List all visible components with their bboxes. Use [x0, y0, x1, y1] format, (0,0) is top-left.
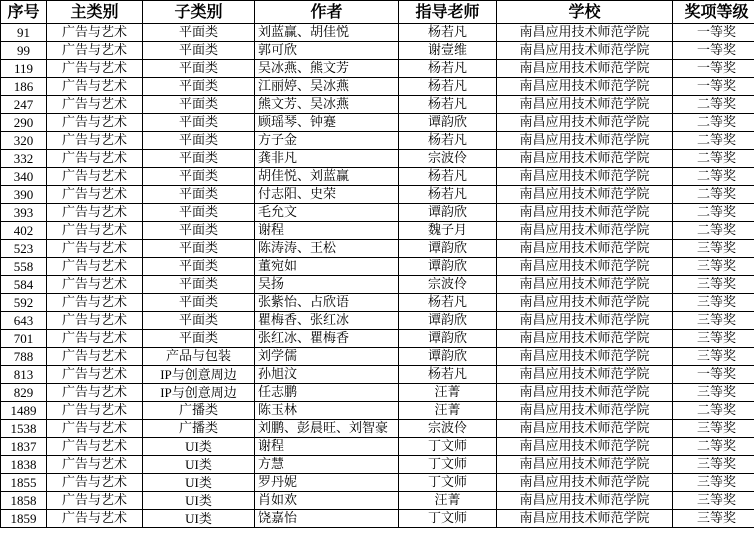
- seq-cell: 1838: [1, 456, 47, 474]
- advisor-cell: 杨若凡: [399, 96, 497, 114]
- table-row: [1, 510, 754, 528]
- author-cell: 郭可欣: [255, 42, 399, 60]
- main-category-cell: 广告与艺术: [47, 60, 143, 78]
- seq-cell: 829: [1, 384, 47, 402]
- sub-category-cell: IP与创意周边: [143, 366, 255, 384]
- school-cell: 南昌应用技术师范学院: [497, 402, 673, 420]
- author-cell: 饶嘉怡: [255, 510, 399, 528]
- main-category-cell: 广告与艺术: [47, 510, 143, 528]
- author-cell: 张紫怡、占欣语: [255, 294, 399, 312]
- header-cell-sub-category: 子类别: [143, 1, 255, 24]
- seq-cell: 523: [1, 240, 47, 258]
- table-row: [1, 258, 754, 276]
- school-cell: 南昌应用技术师范学院: [497, 42, 673, 60]
- school-cell: 南昌应用技术师范学院: [497, 222, 673, 240]
- advisor-cell: 杨若凡: [399, 294, 497, 312]
- main-category-cell: 广告与艺术: [47, 384, 143, 402]
- advisor-cell: 丁文师: [399, 474, 497, 492]
- school-cell: 南昌应用技术师范学院: [497, 492, 673, 510]
- sub-category-cell: UI类: [143, 474, 255, 492]
- seq-cell: 247: [1, 96, 47, 114]
- advisor-cell: 谭韵欣: [399, 312, 497, 330]
- advisor-cell: 丁文师: [399, 510, 497, 528]
- school-cell: 南昌应用技术师范学院: [497, 420, 673, 438]
- main-category-cell: 广告与艺术: [47, 456, 143, 474]
- sub-category-cell: 平面类: [143, 294, 255, 312]
- author-cell: 任志鹏: [255, 384, 399, 402]
- award-cell: 三等奖: [673, 510, 754, 528]
- school-cell: 南昌应用技术师范学院: [497, 132, 673, 150]
- main-category-cell: 广告与艺术: [47, 132, 143, 150]
- table-row: [1, 456, 754, 474]
- seq-cell: 390: [1, 186, 47, 204]
- seq-cell: 91: [1, 24, 47, 42]
- sub-category-cell: 平面类: [143, 276, 255, 294]
- seq-cell: 119: [1, 60, 47, 78]
- author-cell: 吴扬: [255, 276, 399, 294]
- author-cell: 熊文芳、吴冰燕: [255, 96, 399, 114]
- main-category-cell: 广告与艺术: [47, 96, 143, 114]
- author-cell: 董宛如: [255, 258, 399, 276]
- header-cell-school: 学校: [497, 1, 673, 24]
- school-cell: 南昌应用技术师范学院: [497, 60, 673, 78]
- school-cell: 南昌应用技术师范学院: [497, 438, 673, 456]
- main-category-cell: 广告与艺术: [47, 240, 143, 258]
- sub-category-cell: 广播类: [143, 402, 255, 420]
- sub-category-cell: 平面类: [143, 42, 255, 60]
- main-category-cell: 广告与艺术: [47, 366, 143, 384]
- advisor-cell: 汪菁: [399, 492, 497, 510]
- author-cell: 张红冰、瞿梅香: [255, 330, 399, 348]
- seq-cell: 584: [1, 276, 47, 294]
- award-cell: 一等奖: [673, 366, 754, 384]
- advisor-cell: 杨若凡: [399, 186, 497, 204]
- school-cell: 南昌应用技术师范学院: [497, 168, 673, 186]
- author-cell: 瞿梅香、张红冰: [255, 312, 399, 330]
- table-row: [1, 114, 754, 132]
- award-cell: 二等奖: [673, 402, 754, 420]
- author-cell: 孙旭汶: [255, 366, 399, 384]
- advisor-cell: 汪菁: [399, 384, 497, 402]
- school-cell: 南昌应用技术师范学院: [497, 312, 673, 330]
- author-cell: 胡佳悦、刘蓝赢: [255, 168, 399, 186]
- table-row: [1, 222, 754, 240]
- school-cell: 南昌应用技术师范学院: [497, 474, 673, 492]
- school-cell: 南昌应用技术师范学院: [497, 204, 673, 222]
- author-cell: 罗丹妮: [255, 474, 399, 492]
- table-row: [1, 420, 754, 438]
- table-row: [1, 438, 754, 456]
- sub-category-cell: 平面类: [143, 60, 255, 78]
- table-row: [1, 132, 754, 150]
- main-category-cell: 广告与艺术: [47, 348, 143, 366]
- table-row: [1, 240, 754, 258]
- seq-cell: 1858: [1, 492, 47, 510]
- award-cell: 三等奖: [673, 276, 754, 294]
- sub-category-cell: 平面类: [143, 168, 255, 186]
- seq-cell: 813: [1, 366, 47, 384]
- award-cell: 二等奖: [673, 222, 754, 240]
- main-category-cell: 广告与艺术: [47, 474, 143, 492]
- author-cell: 方子金: [255, 132, 399, 150]
- header-cell-seq: 序号: [1, 1, 47, 24]
- award-cell: 三等奖: [673, 240, 754, 258]
- author-cell: 陈玉林: [255, 402, 399, 420]
- seq-cell: 1855: [1, 474, 47, 492]
- main-category-cell: 广告与艺术: [47, 420, 143, 438]
- school-cell: 南昌应用技术师范学院: [497, 114, 673, 132]
- sub-category-cell: 平面类: [143, 330, 255, 348]
- table-row: [1, 60, 754, 78]
- school-cell: 南昌应用技术师范学院: [497, 96, 673, 114]
- author-cell: 谢程: [255, 222, 399, 240]
- sub-category-cell: 产品与包装: [143, 348, 255, 366]
- school-cell: 南昌应用技术师范学院: [497, 276, 673, 294]
- author-cell: 顾瑶琴、钟蹇: [255, 114, 399, 132]
- advisor-cell: 谭韵欣: [399, 348, 497, 366]
- award-cell: 三等奖: [673, 492, 754, 510]
- table-row: [1, 204, 754, 222]
- school-cell: 南昌应用技术师范学院: [497, 330, 673, 348]
- author-cell: 江丽婷、吴冰燕: [255, 78, 399, 96]
- author-cell: 方慧: [255, 456, 399, 474]
- main-category-cell: 广告与艺术: [47, 438, 143, 456]
- author-cell: 陈涛涛、王松: [255, 240, 399, 258]
- main-category-cell: 广告与艺术: [47, 186, 143, 204]
- award-cell: 三等奖: [673, 456, 754, 474]
- award-cell: 三等奖: [673, 330, 754, 348]
- award-cell: 三等奖: [673, 384, 754, 402]
- award-cell: 一等奖: [673, 60, 754, 78]
- seq-cell: 393: [1, 204, 47, 222]
- sub-category-cell: 平面类: [143, 114, 255, 132]
- award-cell: 一等奖: [673, 24, 754, 42]
- award-cell: 二等奖: [673, 438, 754, 456]
- table-row: [1, 168, 754, 186]
- table-row: [1, 348, 754, 366]
- advisor-cell: 谭韵欣: [399, 330, 497, 348]
- award-cell: 二等奖: [673, 168, 754, 186]
- seq-cell: 320: [1, 132, 47, 150]
- header-cell-main-category: 主类别: [47, 1, 143, 24]
- author-cell: 刘学儒: [255, 348, 399, 366]
- school-cell: 南昌应用技术师范学院: [497, 384, 673, 402]
- school-cell: 南昌应用技术师范学院: [497, 186, 673, 204]
- table-row: [1, 96, 754, 114]
- advisor-cell: 宗波伶: [399, 276, 497, 294]
- sub-category-cell: UI类: [143, 456, 255, 474]
- sub-category-cell: 平面类: [143, 24, 255, 42]
- advisor-cell: 杨若凡: [399, 132, 497, 150]
- main-category-cell: 广告与艺术: [47, 204, 143, 222]
- seq-cell: 592: [1, 294, 47, 312]
- advisor-cell: 谭韵欣: [399, 114, 497, 132]
- table-row: [1, 78, 754, 96]
- author-cell: 刘蓝赢、胡佳悦: [255, 24, 399, 42]
- school-cell: 南昌应用技术师范学院: [497, 348, 673, 366]
- main-category-cell: 广告与艺术: [47, 492, 143, 510]
- seq-cell: 701: [1, 330, 47, 348]
- award-cell: 二等奖: [673, 132, 754, 150]
- seq-cell: 402: [1, 222, 47, 240]
- advisor-cell: 谭韵欣: [399, 240, 497, 258]
- school-cell: 南昌应用技术师范学院: [497, 366, 673, 384]
- award-cell: 三等奖: [673, 258, 754, 276]
- seq-cell: 99: [1, 42, 47, 60]
- sub-category-cell: 平面类: [143, 96, 255, 114]
- main-category-cell: 广告与艺术: [47, 168, 143, 186]
- sub-category-cell: 平面类: [143, 186, 255, 204]
- sub-category-cell: UI类: [143, 492, 255, 510]
- award-cell: 三等奖: [673, 294, 754, 312]
- sub-category-cell: 平面类: [143, 312, 255, 330]
- table-row: [1, 330, 754, 348]
- main-category-cell: 广告与艺术: [47, 330, 143, 348]
- sub-category-cell: 平面类: [143, 240, 255, 258]
- main-category-cell: 广告与艺术: [47, 258, 143, 276]
- author-cell: 龚非凡: [255, 150, 399, 168]
- seq-cell: 1859: [1, 510, 47, 528]
- table-row: [1, 402, 754, 420]
- seq-cell: 558: [1, 258, 47, 276]
- advisor-cell: 杨若凡: [399, 78, 497, 96]
- award-cell: 三等奖: [673, 474, 754, 492]
- main-category-cell: 广告与艺术: [47, 24, 143, 42]
- main-category-cell: 广告与艺术: [47, 150, 143, 168]
- sub-category-cell: 平面类: [143, 222, 255, 240]
- seq-cell: 186: [1, 78, 47, 96]
- header-cell-award: 奖项等级: [673, 1, 754, 24]
- advisor-cell: 丁文师: [399, 438, 497, 456]
- main-category-cell: 广告与艺术: [47, 114, 143, 132]
- header-row: [1, 1, 754, 24]
- header-cell-author: 作者: [255, 1, 399, 24]
- advisor-cell: 杨若凡: [399, 60, 497, 78]
- table-row: [1, 150, 754, 168]
- sub-category-cell: UI类: [143, 510, 255, 528]
- award-cell: 二等奖: [673, 114, 754, 132]
- sub-category-cell: IP与创意周边: [143, 384, 255, 402]
- advisor-cell: 杨若凡: [399, 366, 497, 384]
- main-category-cell: 广告与艺术: [47, 42, 143, 60]
- table-row: [1, 276, 754, 294]
- school-cell: 南昌应用技术师范学院: [497, 78, 673, 96]
- award-cell: 二等奖: [673, 150, 754, 168]
- seq-cell: 332: [1, 150, 47, 168]
- table-row: [1, 42, 754, 60]
- table-body: [1, 24, 754, 528]
- school-cell: 南昌应用技术师范学院: [497, 258, 673, 276]
- school-cell: 南昌应用技术师范学院: [497, 240, 673, 258]
- school-cell: 南昌应用技术师范学院: [497, 294, 673, 312]
- table-row: [1, 312, 754, 330]
- sub-category-cell: UI类: [143, 438, 255, 456]
- sub-category-cell: 平面类: [143, 204, 255, 222]
- award-cell: 三等奖: [673, 312, 754, 330]
- advisor-cell: 丁文师: [399, 456, 497, 474]
- school-cell: 南昌应用技术师范学院: [497, 24, 673, 42]
- main-category-cell: 广告与艺术: [47, 312, 143, 330]
- table-row: [1, 294, 754, 312]
- award-cell: 二等奖: [673, 204, 754, 222]
- seq-cell: 340: [1, 168, 47, 186]
- seq-cell: 643: [1, 312, 47, 330]
- author-cell: 毛允文: [255, 204, 399, 222]
- advisor-cell: 魏子月: [399, 222, 497, 240]
- seq-cell: 290: [1, 114, 47, 132]
- sub-category-cell: 平面类: [143, 258, 255, 276]
- sub-category-cell: 广播类: [143, 420, 255, 438]
- table-row: [1, 384, 754, 402]
- advisor-cell: 谢壹维: [399, 42, 497, 60]
- author-cell: 肖如欢: [255, 492, 399, 510]
- award-cell: 三等奖: [673, 348, 754, 366]
- advisor-cell: 谭韵欣: [399, 258, 497, 276]
- main-category-cell: 广告与艺术: [47, 294, 143, 312]
- table-row: [1, 474, 754, 492]
- table-row: [1, 24, 754, 42]
- advisor-cell: 杨若凡: [399, 168, 497, 186]
- author-cell: 刘鹏、彭晨旺、刘智豪: [255, 420, 399, 438]
- award-cell: 三等奖: [673, 420, 754, 438]
- sub-category-cell: 平面类: [143, 132, 255, 150]
- header-cell-advisor: 指导老师: [399, 1, 497, 24]
- award-cell: 一等奖: [673, 42, 754, 60]
- sub-category-cell: 平面类: [143, 78, 255, 96]
- school-cell: 南昌应用技术师范学院: [497, 150, 673, 168]
- main-category-cell: 广告与艺术: [47, 222, 143, 240]
- seq-cell: 1538: [1, 420, 47, 438]
- school-cell: 南昌应用技术师范学院: [497, 510, 673, 528]
- main-category-cell: 广告与艺术: [47, 402, 143, 420]
- advisor-cell: 汪菁: [399, 402, 497, 420]
- seq-cell: 1837: [1, 438, 47, 456]
- advisor-cell: 谭韵欣: [399, 204, 497, 222]
- advisor-cell: 宗波伶: [399, 150, 497, 168]
- table-row: [1, 186, 754, 204]
- table-row: [1, 492, 754, 510]
- author-cell: 吴冰燕、熊文芳: [255, 60, 399, 78]
- award-cell: 二等奖: [673, 186, 754, 204]
- sub-category-cell: 平面类: [143, 150, 255, 168]
- advisor-cell: 宗波伶: [399, 420, 497, 438]
- seq-cell: 1489: [1, 402, 47, 420]
- award-cell: 二等奖: [673, 96, 754, 114]
- author-cell: 谢程: [255, 438, 399, 456]
- award-cell: 一等奖: [673, 78, 754, 96]
- school-cell: 南昌应用技术师范学院: [497, 456, 673, 474]
- main-category-cell: 广告与艺术: [47, 276, 143, 294]
- seq-cell: 788: [1, 348, 47, 366]
- advisor-cell: 杨若凡: [399, 24, 497, 42]
- author-cell: 付志阳、史荣: [255, 186, 399, 204]
- main-category-cell: 广告与艺术: [47, 78, 143, 96]
- table-row: [1, 366, 754, 384]
